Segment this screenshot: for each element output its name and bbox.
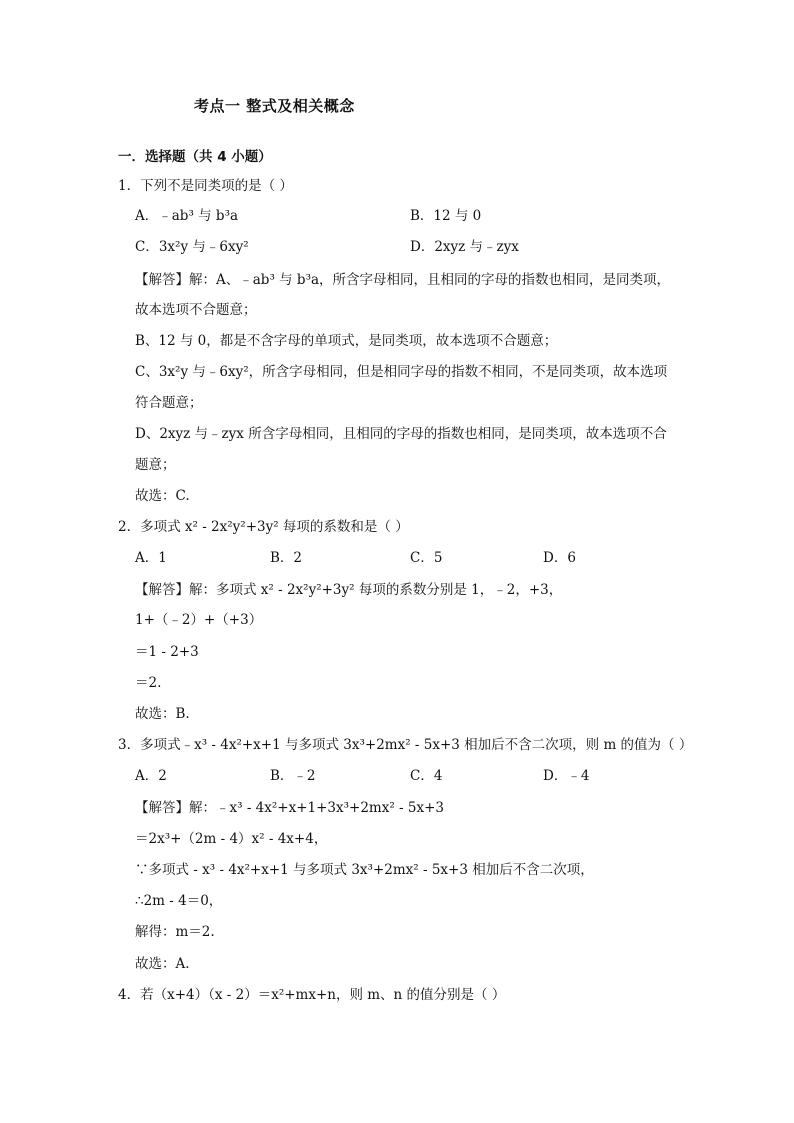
q3-stem: 3．多项式﹣x³ - 4x²+x+1 与多项式 3x³+2mx² - 5x+3 相加后不含二次项，则 m 的值为（ ） <box>118 737 693 753</box>
q2-option-b: B．2 <box>270 550 303 566</box>
q1-option-b: B．12 与 0 <box>410 208 482 224</box>
q2-option-c: C．5 <box>410 550 443 566</box>
q3-answer-line-1: 【解答】解：﹣x³ - 4x²+x+1+3x³+2mx² - 5x+3 <box>135 800 445 816</box>
q1-answer-line-4: C、3x²y 与﹣6xy²，所含字母相同，但是相同字母的指数不相同，不是同类项，故本选项 <box>135 364 668 380</box>
q1-answer-line-8: 故选：C. <box>135 488 190 504</box>
q1-answer-line-5: 符合题意； <box>135 395 203 411</box>
q3-answer-line-2: ＝2x³+（2m - 4）x² - 4x+4， <box>135 831 328 847</box>
q3-answer-line-4: ∴2m - 4＝0， <box>135 893 223 909</box>
q1-answer-line-1: 【解答】解：A、﹣ab³ 与 b³a，所含字母相同，且相同的字母的指数也相同，是同类项， <box>135 272 671 288</box>
q1-answer-line-3: B、12 与 0，都是不含字母的单项式，是同类项，故本选项不合题意； <box>135 333 558 349</box>
q1-answer-line-2: 故本选项不合题意； <box>135 302 257 318</box>
q3-option-a: A．2 <box>135 768 167 784</box>
q2-option-d: D．6 <box>543 550 576 566</box>
q1-option-a: A．﹣ab³ 与 b³a <box>135 208 239 224</box>
q2-answer-line-5: 故选：B. <box>135 706 190 722</box>
q4-stem: 4．若（x+4）（x - 2）＝x²+mx+n，则 m、n 的值分别是（ ） <box>118 987 506 1003</box>
q3-answer-line-5: 解得：m＝2. <box>135 924 215 940</box>
q2-option-a: A．1 <box>135 550 167 566</box>
q3-answer-line-3: ∵多项式 - x³ - 4x²+x+1 与多项式 3x³+2mx² - 5x+3 相加后不含二次项， <box>135 862 594 878</box>
q2-answer-line-2: 1+（﹣2）+（+3） <box>135 612 263 628</box>
q2-answer-line-3: ＝1 - 2+3 <box>135 644 199 660</box>
q1-answer-line-6: D、2xyz 与﹣zyx 所含字母相同，且相同的字母的指数也相同，是同类项，故本选项不合 <box>135 426 667 442</box>
q1-option-c: C．3x²y 与﹣6xy² <box>135 239 249 255</box>
q2-answer-line-4: ＝2. <box>135 675 162 691</box>
q3-option-b: B．﹣2 <box>270 768 316 784</box>
q3-answer-line-6: 故选：A. <box>135 956 190 972</box>
section-heading: 一．选择题（共 4 小题） <box>118 149 272 165</box>
q1-stem: 1．下列不是同类项的是（ ） <box>118 178 293 194</box>
page-title: 考点一 整式及相关概念 <box>194 97 355 115</box>
q3-option-d: D．﹣4 <box>543 768 590 784</box>
q2-stem: 2．多项式 x² - 2x²y²+3y² 每项的系数和是（ ） <box>118 519 409 535</box>
q1-option-d: D．2xyz 与﹣zyx <box>410 239 519 255</box>
q2-answer-line-1: 【解答】解：多项式 x² - 2x²y²+3y² 每项的系数分别是 1，﹣2，+3， <box>135 582 563 598</box>
q1-answer-line-7: 题意； <box>135 457 176 473</box>
q3-option-c: C．4 <box>410 768 443 784</box>
